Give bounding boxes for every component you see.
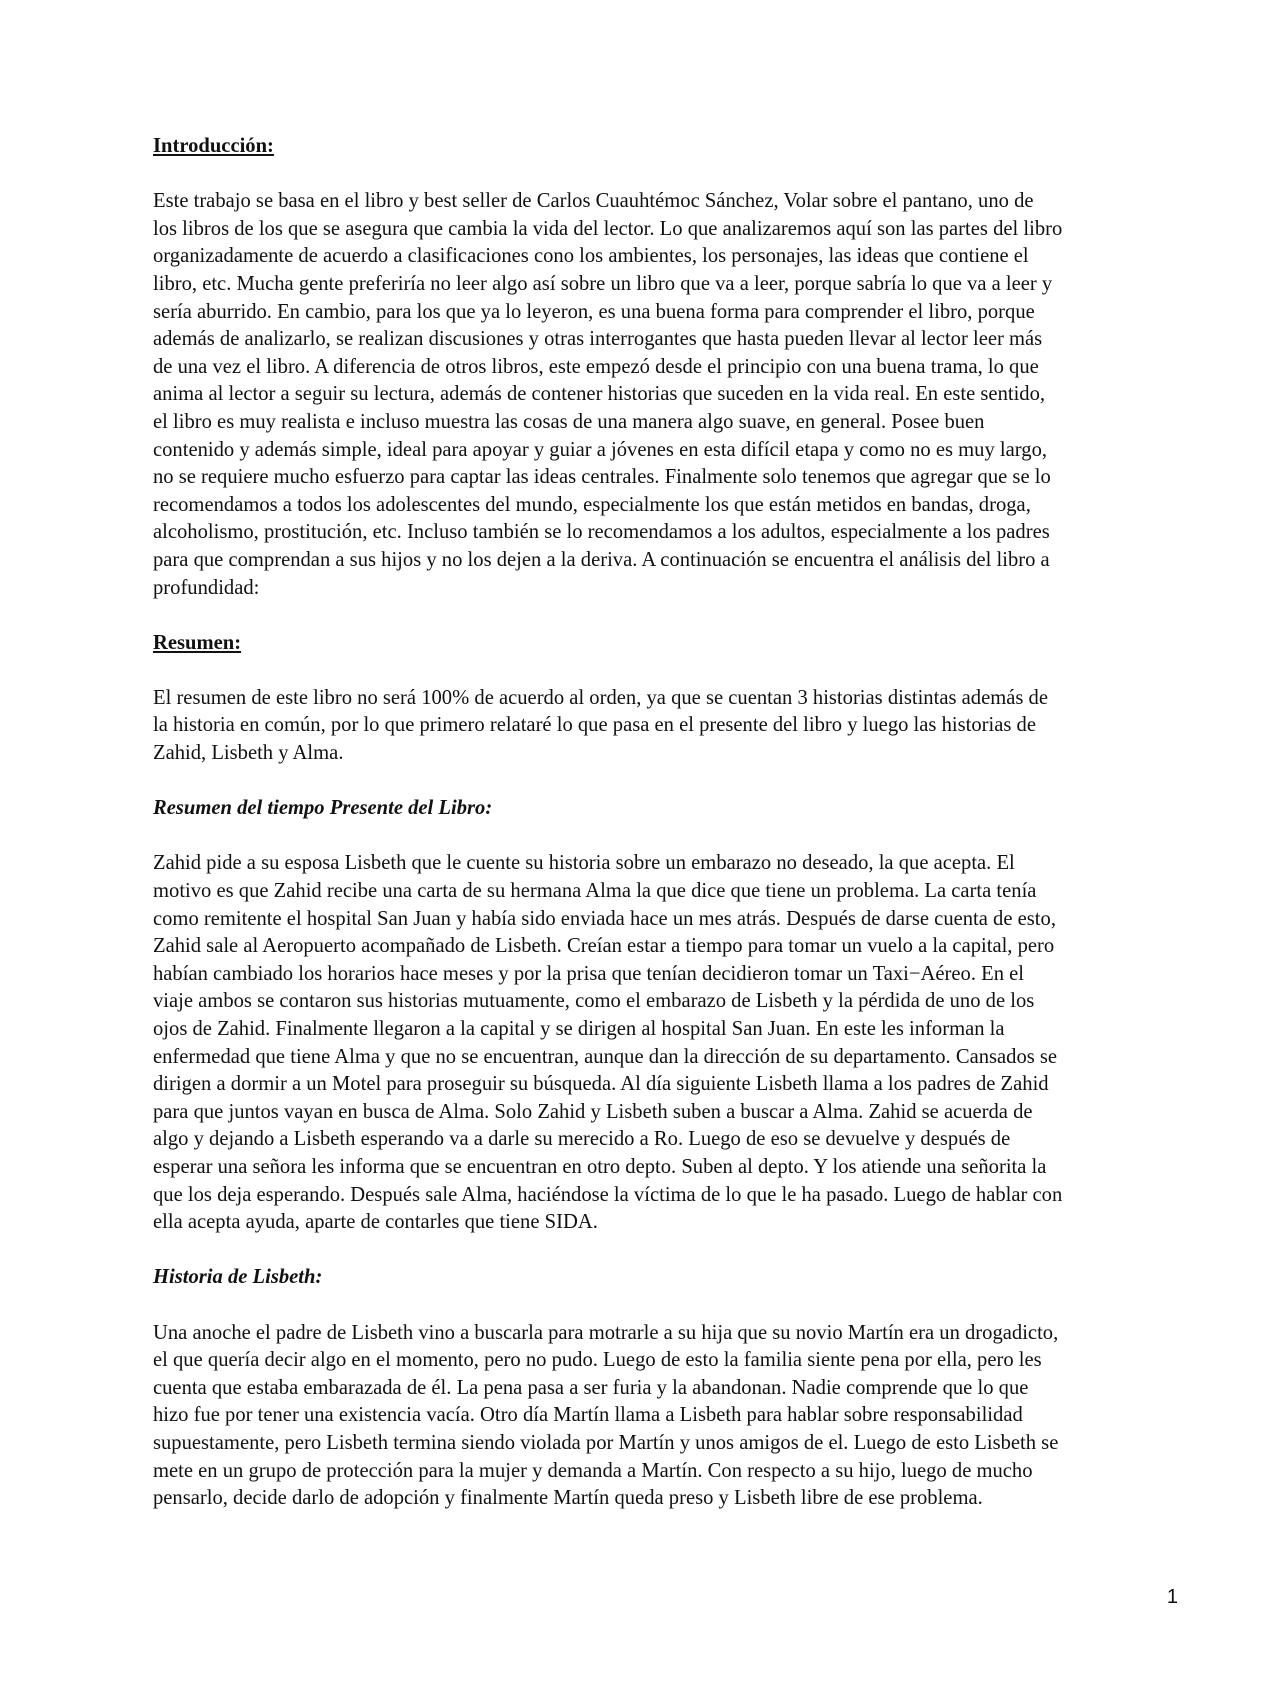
text-line: organizadamente de acuerdo a clasificaciones cono los ambientes, los personajes, las ideas que contiene el bbox=[153, 245, 1029, 268]
text-line: cuenta que estaba embarazada de él. La pena pasa a ser furia y la abandonan. Nadie comprende que lo que bbox=[153, 1376, 1029, 1399]
text-line: pensarlo, decide darlo de adopción y finalmente Martín queda preso y Lisbeth libre de ese problema. bbox=[153, 1487, 983, 1510]
text-line: habían cambiado los horarios hace meses y por la prisa que tenían decidieron tomar un Taxi−Aéreo. En el bbox=[153, 962, 1025, 985]
text-line: hizo fue por tener una existencia vacía. Otro día Martín llama a Lisbeth para hablar sobre responsabilidad bbox=[153, 1404, 1023, 1427]
text-line: esperar una señora les informa que se encuentran en otro depto. Suben al depto. Y los atiende una señorita la bbox=[153, 1155, 1047, 1178]
text-line: supuestamente, pero Lisbeth termina siendo violada por Martín y unos amigos de el. Luego de esto Lisbeth se bbox=[153, 1431, 1059, 1454]
text-line: ojos de Zahid. Finalmente llegaron a la capital y se dirigen al hospital San Juan. En este les informan la bbox=[153, 1018, 1005, 1040]
text-line: dirigen a dormir a un Motel para proseguir su búsqueda. Al día siguiente Lisbeth llama a los padres de Zahid bbox=[153, 1073, 1049, 1096]
text-line: los libros de los que se asegura que cambia la vida del lector. Lo que analizaremos aquí son las partes del libro bbox=[153, 217, 1063, 240]
text-line: para que comprendan a sus hijos y no los dejen a la deriva. A continuación se encuentra el análisis del libro a bbox=[153, 548, 1050, 571]
text-line: viaje ambos se contaron sus historias mutuamente, como el embarazo de Lisbeth y la pérdida de uno de los bbox=[153, 990, 1035, 1013]
section-heading: Resumen: bbox=[153, 631, 242, 654]
body-paragraph bbox=[153, 685, 1193, 768]
section-subheading: Historia de Lisbeth: bbox=[153, 1266, 323, 1289]
page-number: 1 bbox=[1166, 1586, 1178, 1608]
text-line: Zahid pide a su esposa Lisbeth que le cuente su historia sobre un embarazo no deseado, la que acepta. El bbox=[153, 852, 1015, 875]
text-line: algo y dejando a Lisbeth esperando va a darle su merecido a Ro. Luego de eso se devuelve y después de bbox=[153, 1128, 1011, 1151]
text-line: profundidad: bbox=[153, 576, 260, 599]
text-line: contenido y además simple, ideal para apoyar y guiar a jóvenes en esta difícil etapa y como no es muy largo, bbox=[153, 438, 1048, 461]
text-line: para que juntos vayan en busca de Alma. Solo Zahid y Lisbeth suben a buscar a Alma. Zahid se acuerda de bbox=[153, 1100, 1033, 1123]
text-line: mete en un grupo de protección para la mujer y demanda a Martín. Con respecto a su hijo, luego de mucho bbox=[153, 1459, 1033, 1482]
text-line: sería aburrido. En cambio, para los que ya lo leyeron, es una buena forma para comprender el libro, porque bbox=[153, 300, 1035, 323]
text-line: el libro es muy realista e incluso muestra las cosas de una manera algo suave, en general. Posee buen bbox=[153, 410, 985, 433]
body-paragraph bbox=[153, 1320, 1193, 1513]
text-line: Una anoche el padre de Lisbeth vino a buscarla para motrarle a su hija que su novio Martín era un drogadicto, bbox=[153, 1321, 1059, 1344]
text-line: enfermedad que tiene Alma y que no se encuentran, aunque dan la dirección de su departamento. Cansados se bbox=[153, 1045, 1058, 1068]
text-line: la historia en común, por lo que primero relataré lo que pasa en el presente del libro y luego las historias de bbox=[153, 714, 1036, 737]
text-line: libro, etc. Mucha gente preferiría no leer algo así sobre un libro que va a leer, porque sabría lo que va a leer y bbox=[153, 272, 1053, 295]
text-line: además de analizarlo, se realizan discusiones y otras interrogantes que hasta pueden llevar al lector leer más bbox=[153, 328, 1043, 351]
text-line: Zahid sale al Aeropuerto acompañado de Lisbeth. Creían estar a tiempo para tomar un vuelo a la capital, pero bbox=[153, 935, 1055, 958]
text-line: de una vez el libro. A diferencia de otros libros, este empezó desde el principio con una buena trama, lo que bbox=[153, 355, 1039, 378]
text-line: ella acepta ayuda, aparte de contarles que tiene SIDA. bbox=[153, 1211, 598, 1234]
section-heading: Introducción: bbox=[153, 135, 274, 157]
text-line: que los deja esperando. Después sale Alma, haciéndose la víctima de lo que le ha pasado. Luego de hablar con bbox=[153, 1183, 1063, 1206]
text-line: no se requiere mucho esfuerzo para captar las ideas centrales. Finalmente solo tenemos que agregar que se lo bbox=[153, 466, 1051, 489]
text-line: El resumen de este libro no será 100% de acuerdo al orden, ya que se cuentan 3 historias distintas además de bbox=[153, 686, 1048, 709]
text-line: el que quería decir algo en el momento, pero no pudo. Luego de esto la familia siente pena por ella, pero les bbox=[153, 1349, 1042, 1372]
section-subheading: Resumen del tiempo Presente del Libro: bbox=[153, 797, 493, 820]
text-line: alcoholismo, prostitución, etc. Incluso también se lo recomendamos a los adultos, especialmente a los padres bbox=[153, 521, 1050, 544]
text-line: Este trabajo se basa en el libro y best seller de Carlos Cuauhtémoc Sánchez, Volar sobre el pantano, uno de bbox=[153, 190, 1034, 213]
body-paragraph bbox=[153, 188, 1193, 602]
text-line: como remitente el hospital San Juan y había sido enviada hace un mes atrás. Después de darse cuenta de esto, bbox=[153, 907, 1056, 930]
text-line: motivo es que Zahid recibe una carta de su hermana Alma la que dice que tiene un problema. La carta tenía bbox=[153, 880, 1037, 903]
document-body bbox=[153, 133, 1193, 1540]
text-line: Zahid, Lisbeth y Alma. bbox=[153, 742, 344, 765]
text-line: anima al lector a seguir su lectura, además de contener historias que suceden en la vida real. En este sentido, bbox=[153, 383, 1046, 406]
body-paragraph bbox=[153, 850, 1193, 1236]
text-line: recomendamos a todos los adolescentes del mundo, especialmente los que están metidos en bandas, droga, bbox=[153, 493, 1031, 516]
